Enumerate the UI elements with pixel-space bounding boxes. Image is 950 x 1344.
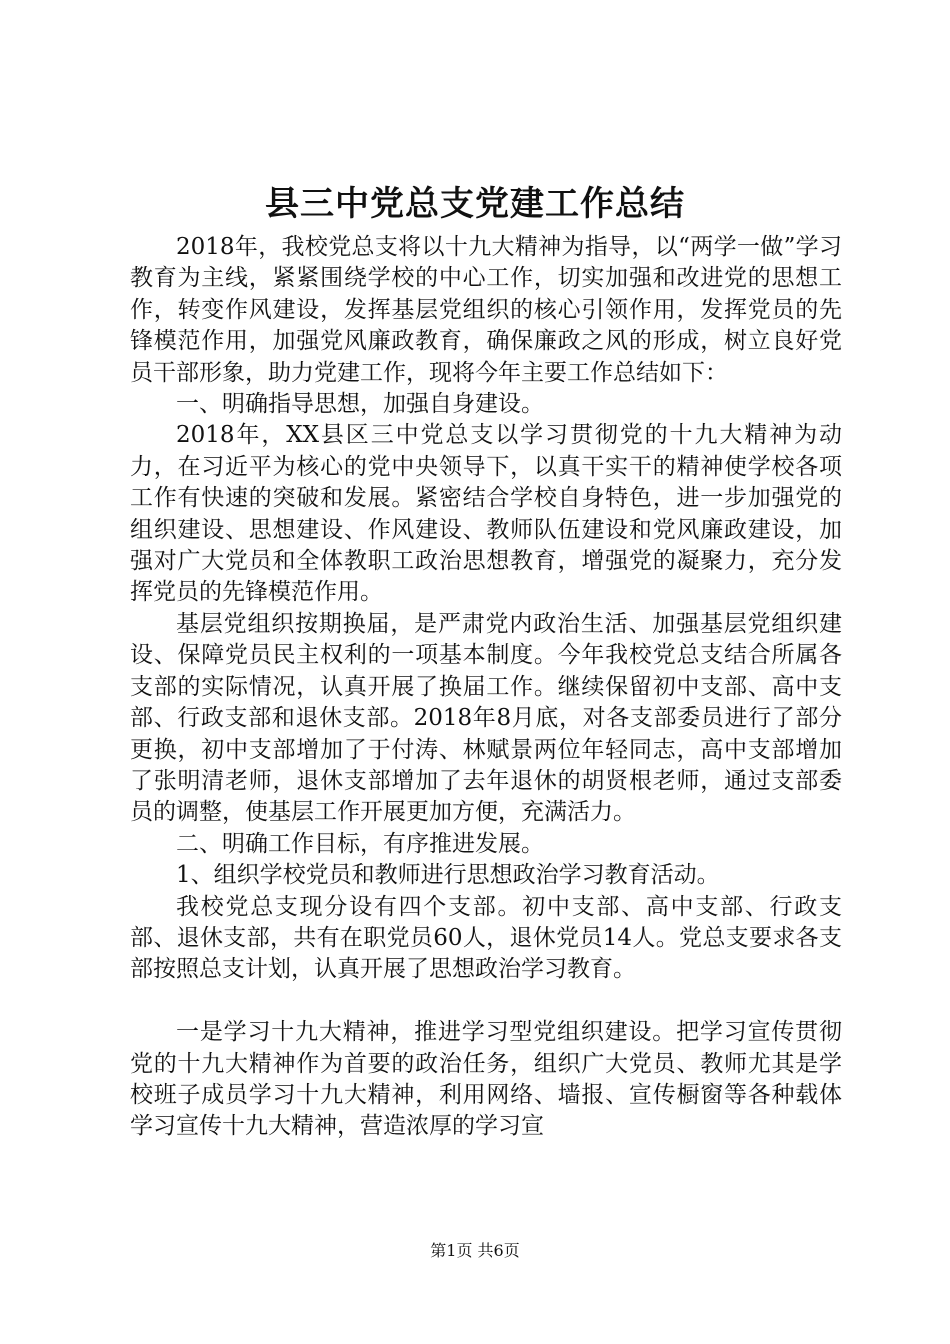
- page-footer: 第1页 共6页: [430, 1241, 520, 1260]
- document-title: 县三中党总支党建工作总结: [265, 184, 685, 224]
- sub-heading-1: 1、组织学校党员和教师进行思想政治学习教育活动。: [176, 862, 720, 889]
- section-heading-2: 二、明确工作目标，有序推进发展。: [176, 830, 544, 857]
- blank-line: [130, 986, 842, 1017]
- section-heading-1: 一、明确指导思想，加强自身建设。: [176, 391, 544, 418]
- document-body: [130, 232, 842, 1143]
- paragraph: 2018年，XX县区三中党总支以学习贯彻党的十九大精神为动力，在习近平为核心的党中央领导下，以真干实干的精神使学校各项工作有快速的突破和发展。紧密结合学校自身特色，进一步加强党的组织建设、思想建设、作风建设、教师队伍建设和党风廉政建设，加强对广大党员和全体教职工政治思想教育，增强党的凝聚力，充分发挥党员的先锋模范作用。: [130, 422, 842, 606]
- paragraph: 一是学习十九大精神，推进学习型党组织建设。把学习宣传贯彻党的十九大精神作为首要的政治任务，组织广大党员、教师尤其是学校班子成员学习十九大精神，利用网络、墙报、宣传橱窗等各种载体学习宣传十九大精神，营造浓厚的学习宣: [130, 1019, 842, 1140]
- paragraph: 基层党组织按期换届，是严肃党内政治生活、加强基层党组织建设、保障党员民主权利的一项基本制度。今年我校党总支结合所属各支部的实际情况，认真开展了换届工作。继续保留初中支部、高中支部、行政支部和退休支部。2018年8月底，对各支部委员进行了部分更换，初中支部增加了于付涛、林赋景两位年轻同志，高中支部增加了张明清老师，退休支部增加了去年退休的胡贤根老师，通过支部委员的调整，使基层工作开展更加方便，充满活力。: [130, 610, 842, 826]
- paragraph: 我校党总支现分设有四个支部。初中支部、高中支部、行政支部、退休支部，共有在职党员60人，退休党员14人。党总支要求各支部按照总支计划，认真开展了思想政治学习教育。: [130, 893, 842, 983]
- paragraph-intro: 2018年，我校党总支将以十九大精神为指导，以“两学一做”学习教育为主线，紧紧围绕学校的中心工作，切实加强和改进党的思想工作，转变作风建设，发挥基层党组织的核心引领作用，发挥党员的先锋模范作用，加强党风廉政教育，确保廉政之风的形成，树立良好党员干部形象，助力党建工作，现将今年主要工作总结如下：: [130, 234, 842, 386]
